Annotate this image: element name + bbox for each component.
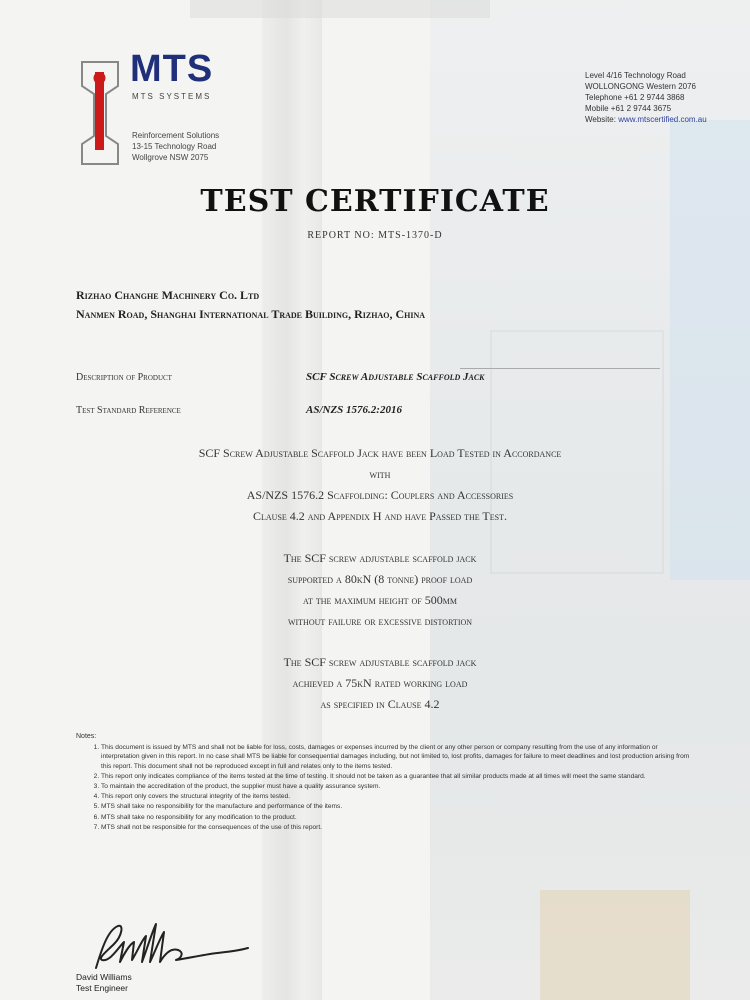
brand-tagline: MTS SYSTEMS [132, 92, 212, 101]
address-line: 13-15 Technology Road [132, 142, 217, 151]
note-item: 2. This report only indicates compliance of the items tested at the time of testing. It should not be taken as a guarantee that all similar products made at all times will meet the same standard. [101, 772, 696, 781]
website-label: Website: [585, 115, 616, 124]
contact-line: Level 4/16 Technology Road [585, 71, 686, 80]
report-number: REPORT NO: MTS-1370-D [307, 230, 443, 241]
contact-line [585, 114, 745, 125]
divider [460, 368, 660, 369]
contact-line: Telephone +61 2 9744 3868 [585, 93, 685, 102]
shield-logo-icon [78, 56, 122, 168]
statement-line: with [369, 467, 391, 481]
note-item: 1. This document is issued by MTS and shall not be liable for loss, costs, damages or expenses incurred by the client or any other person or company resulting from the use of any information or interpretation given in this report. In no case shall MTS be liable for consequential damages including, but not limited to, lost profits, damages for failure to meet deadlines and lost production arising from this report. This document shall not be reproduced except in full and relates only to the items tested. [101, 743, 696, 771]
background-crate [540, 890, 690, 1000]
statement-line: The SCF screw adjustable scaffold jack [283, 655, 477, 669]
notes-section [76, 732, 696, 833]
signatory-title: Test Engineer [76, 983, 128, 993]
note-item: 6. MTS shall take no responsibility for any modification to the product. [101, 813, 696, 822]
field-value: SCF Screw Adjustable Scaffold Jack [306, 371, 485, 383]
contact-details [585, 70, 745, 125]
statement-line: achieved a 75kN rated working load [292, 676, 468, 690]
proof-load-statement [60, 548, 700, 632]
client-name: Rizhao Changhe Machinery Co. Ltd [76, 288, 260, 302]
notes-list [76, 743, 696, 832]
statement-line: Clause 4.2 and Appendix H and have Passed the Test. [253, 509, 507, 523]
signatory-block [76, 972, 132, 994]
contact-line: Mobile +61 2 9744 3675 [585, 104, 672, 113]
brand-name: MTS [130, 48, 214, 90]
field-label: Test Standard Reference [76, 405, 181, 416]
statement-line: AS/NZS 1576.2 Scaffolding: Couplers and Accessories [246, 488, 514, 502]
client-address: Nanmen Road, Shanghai International Trade Building, Rizhao, China [76, 307, 426, 321]
signature-image [88, 918, 258, 974]
note-item: 7. MTS shall not be responsible for the consequences of the use of this report. [101, 823, 696, 832]
company-logo [78, 48, 238, 173]
notes-heading: Notes: [76, 733, 97, 740]
statement-line: supported a 80kN (8 tonne) proof load [287, 572, 473, 586]
client-block [76, 286, 425, 324]
company-address [132, 130, 219, 163]
field-label: Description of Product [76, 372, 172, 383]
statement-line: as specified in Clause 4.2 [320, 697, 440, 711]
note-item: 4. This report only covers the structural integrity of the items tested. [101, 792, 696, 801]
website-link[interactable]: www.mtscertified.com.au [618, 115, 707, 124]
address-line: Wollgrove NSW 2075 [132, 153, 209, 162]
statement-line: without failure or excessive distortion [287, 614, 473, 628]
address-line: Reinforcement Solutions [132, 131, 220, 140]
statement-line: at the maximum height of 500mm [303, 593, 457, 607]
field-test-standard [76, 404, 402, 416]
field-product-description [76, 371, 485, 383]
background-beam [190, 0, 490, 18]
compliance-statement [60, 443, 700, 527]
note-item: 3. To maintain the accreditation of the product, the supplier must have a quality assurance system. [101, 782, 696, 791]
contact-line: WOLLONGONG Western 2076 [585, 82, 696, 91]
field-value: AS/NZS 1576.2:2016 [306, 404, 402, 416]
rated-load-statement [60, 652, 700, 715]
statement-line: The SCF screw adjustable scaffold jack [283, 551, 477, 565]
signatory-name: David Williams [76, 972, 132, 982]
certificate-title: TEST CERTIFICATE [200, 184, 550, 219]
statement-line: SCF Screw Adjustable Scaffold Jack have been Load Tested in Accordance [198, 446, 562, 460]
note-item: 5. MTS shall take no responsibility for the manufacture and performance of the items. [101, 802, 696, 811]
